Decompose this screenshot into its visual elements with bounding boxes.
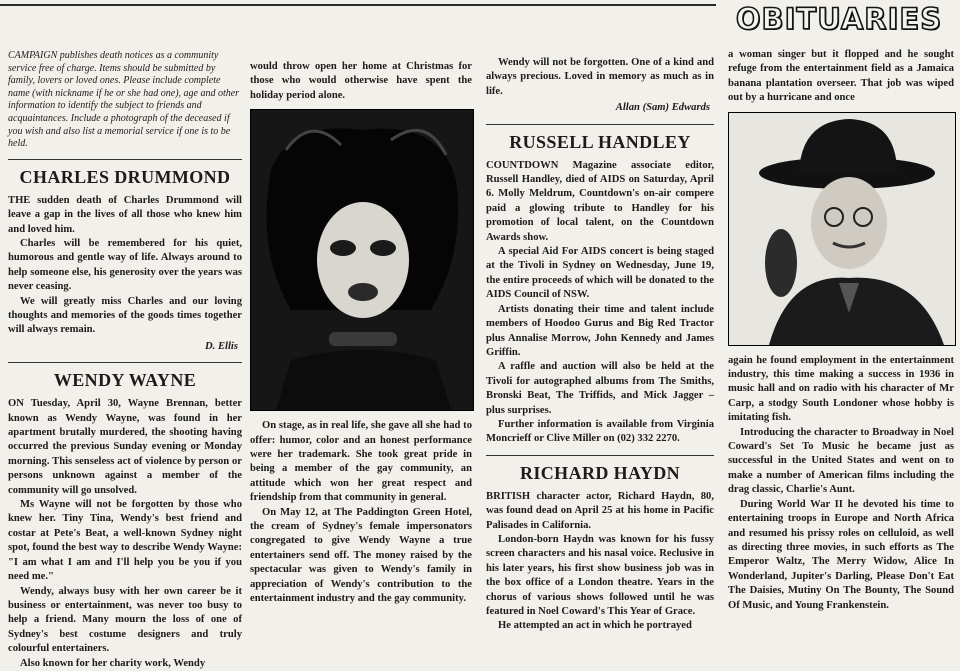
heading-russell-handley: RUSSELL HANDLEY [486,124,714,153]
richard-paragraph: a woman singer but it flopped and he sought refuge from the entertainment field as a Jamaica banana plantation overseer. That job was wiped out by a hurricane and once [728,49,954,104]
heading-richard-haydn: RICHARD HAYDN [486,455,714,484]
richard-paragraph: again he found employment in the entertainment industry, this time making a success in 1936 in music hall and on radio with his character of Mr Carp, a stodgy South Londoner whose hobby is imitating fish. [728,354,954,424]
richard-haydn-photo [728,112,956,346]
wendy-paragraph: would throw open her home at Christmas for those who would otherwise have spent the holiday period alone. [250,61,472,101]
wendy-paragraph: ON Tuesday, April 30, Wayne Brennan, better known as Wendy Wayne, was found in her apartment brutally murdered, the shooting having occurred the previous Sunday evening or Monday morning. This senseless act of violence by person or persons unknown against a member of the community will go unsolved. [8,398,242,496]
column-1 [8,50,242,671]
richard-paragraph: He attempted an act in which he portrayed [498,620,692,632]
wendy-paragraph: On stage, as in real life, she gave all she had to offer: humor, color and an honest performance were her trademark. She took great pride in being a member of the gay community, an attitude which won her great respect and friendship from that community in general. [250,420,472,504]
russell-paragraph: COUNTDOWN Magazine associate editor, Russell Handley, died of AIDS on Saturday, April 6. Molly Meldrum, Countdown's on-air compere paid a glowing tribute to Handley for his promotion of local talent, on the Countdown Awards show. [486,159,714,243]
wendy-paragraph: Ms Wayne will not be forgotten by those who knew her. Tiny Tina, Wendy's best friend and costar at Pete's Beat, a well-known Sydney night spot, found the best way to describe Wendy Wayne: "I am what I am and I'll help you be you if you need me." [8,499,242,583]
charles-signature: D. Ellis [205,340,238,352]
column-2 [250,60,472,607]
wendy-paragraph: Wendy, always busy with her own career be it business or entertainment, was never too busy to help a friend. Many mourn the loss of one of Sydney's best costume designers and truly colourful entertainers. [8,585,242,655]
richard-paragraph: BRITISH character actor, Richard Haydn, 80, was found dead on April 25 at his home in Pacific Palisades in California. [486,490,714,531]
charles-paragraph: We will greatly miss Charles and our loving thoughts and memories of the goods times together will always remain. [8,295,242,336]
richard-paragraph: During World War II he devoted his time to entertaining troops in Europe and North Africa and resumed his prissy roles on celluloid, as well as directing three movies, in such efforts as The Emperor Waltz, The Merry Widow, Alice In Wonderland, Jupiter's Darling, Please Don't Eat The Daisies, Mutiny On The Bounty, The Sound Of Music, and Young Frankenstein. [728,498,954,611]
heading-charles-drummond: CHARLES DRUMMOND [8,159,242,188]
wendy-signature: Allan (Sam) Edwards [615,102,710,114]
russell-paragraph: Artists donating their time and talent include members of Hoodoo Gurus and Big Red Tractor plus Annalise Morrow, John Kennedy and James Griffin. [486,303,714,358]
portrait-illustration [729,113,955,345]
charles-paragraph: THE sudden death of Charles Drummond will leave a gap in the lives of all those who knew him and loved him. [8,194,242,235]
charles-paragraph: Charles will be remembered for his quiet, humorous and gentle way of life. Always around to help someone else, his generosity over the years was never ceasing. [8,237,242,293]
richard-paragraph: Introducing the character to Broadway in Noel Coward's Set To Music he became just as successful in the United States and went on to make a number of American films including the drag classic, Charlie's Aunt. [728,426,954,496]
richard-paragraph: London-born Haydn was known for his fussy screen characters and his nasal voice. Reclusive in his later years, his first show business job was in the box office of a London theatre. Years in the chorus of various shows followed until he was featured in Noel Coward's This Year of Grace. [486,533,714,617]
russell-paragraph: A raffle and auction will also be held at the Tivoli for autographed albums from The Smiths, Bronski Beat, The Triffids, and Mick Jagger – plus surprises. [486,361,714,416]
column-3 [486,56,714,634]
section-title: OBITUARIES [735,2,943,36]
submission-notice: CAMPAIGN publishes death notices as a community service free of charge. Items should be submitted by family, lovers or loved ones. Please include complete name (with nickname if he or she had one), age and other information to identify the subject to friends and acquaintances. Include a photograph of the deceased if you wish and also list a memorial service if one is to be held. [8,50,240,150]
wendy-paragraph: Also known for her charity work, Wendy [20,657,206,669]
column-4 [728,48,954,613]
russell-paragraph: A special Aid For AIDS concert is being staged at the Tivoli in Sydney on Wednesday, June 19, the entire proceeds of which will be donated to the AIDS Council of NSW. [486,246,714,301]
russell-paragraph: Further information is available from Virginia Moncrieff or Clive Miller on (02) 332 2270. [486,418,714,445]
wendy-paragraph: On May 12, at The Paddington Green Hotel, the cream of Sydney's female impersonators congregated to give Wendy Wayne a true entertainers send off. The money raised by the spectacular was given to Wendy's family in appreciation of Wendy's contribution to the entertainment industry and the gay community. [250,506,472,605]
wendy-wayne-photo [250,109,474,411]
header-rule [0,4,716,6]
heading-wendy-wayne: WENDY WAYNE [8,362,242,391]
wendy-paragraph: Wendy will not be forgotten. One of a kind and always precious. Loved in memory as much as in life. [486,57,714,97]
portrait-illustration [251,110,473,410]
